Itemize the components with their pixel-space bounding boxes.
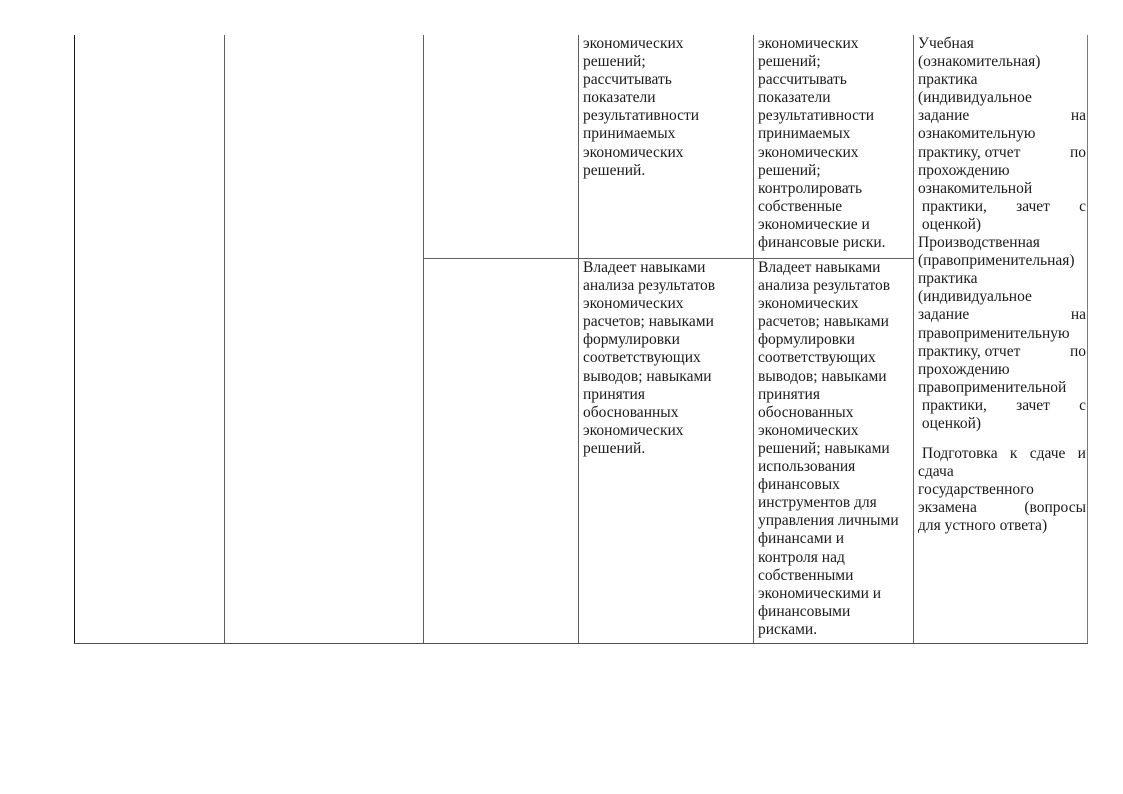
text-line: формулировки (758, 331, 855, 349)
text-segment: зачет (1016, 396, 1050, 414)
text-line: (индивидуальное (918, 288, 1032, 306)
text-line: правоприменительной (918, 378, 1067, 396)
text-segment: практику, отчет (918, 342, 1021, 360)
text-segment: Подготовка (918, 445, 998, 463)
text-line: государственного (918, 481, 1034, 499)
text-line: решений; (583, 53, 646, 71)
text-segment: по (1069, 342, 1086, 360)
text-line (918, 306, 1086, 324)
text-line: экономических (583, 35, 684, 52)
text-line: расчетов; навыками (583, 313, 714, 331)
cell-umeet-indicator-col4 (583, 35, 750, 180)
text-line: анализа результатов (583, 277, 716, 295)
text-line: управления личными (758, 512, 899, 530)
text-line (918, 397, 1086, 415)
text-segment: зачет (1016, 197, 1050, 215)
text-line: экономических (583, 143, 684, 161)
text-line: Производственная (918, 234, 1040, 252)
text-line: анализа результатов (758, 277, 891, 295)
text-line: ознакомительную (918, 125, 1036, 143)
cell-vladeet-indicator-col4 (583, 259, 750, 458)
text-line: контролировать (758, 179, 863, 197)
text-line: выводов; навыками (758, 367, 887, 385)
text-line: собственными (758, 566, 854, 584)
text-line: контроля над (758, 548, 845, 566)
text-line (918, 198, 1086, 216)
text-line: обоснованных (583, 403, 679, 421)
text-segment: к (1009, 445, 1018, 463)
text-line: финансами и (758, 530, 845, 548)
text-line: Владеет навыками (758, 259, 881, 276)
text-segment: по (1069, 143, 1086, 161)
text-line: расчетов; навыками (758, 313, 889, 331)
text-line: собственные (758, 197, 843, 215)
text-line: прохождению (918, 161, 1010, 179)
text-line: ознакомительной (918, 179, 1033, 197)
text-line: использования (758, 458, 856, 476)
text-line: решений; (758, 53, 821, 71)
text-line: экономических (758, 143, 859, 161)
cell-assessment-tools-col6 (918, 35, 1086, 536)
text-line: принятия (583, 385, 645, 403)
text-line: Владеет навыками (583, 259, 706, 276)
table-border-col4-col5 (753, 35, 754, 643)
text-line: оценкой) (918, 414, 982, 432)
text-segment: практику, отчет (918, 143, 1021, 161)
text-line: выводов; навыками (583, 367, 712, 385)
text-line: практика (918, 270, 978, 288)
empty-cell-col3-row1 (424, 35, 577, 257)
text-line: инструментов для (758, 494, 877, 512)
text-line: экономические и (758, 215, 870, 233)
text-line: экономических (758, 35, 859, 52)
text-line: экономических (758, 295, 859, 313)
text-line: рисками. (758, 620, 818, 638)
text-line: прохождению (918, 360, 1010, 378)
text-segment: практики, (918, 396, 987, 414)
text-segment: задание (918, 107, 970, 125)
text-segment: и (1077, 445, 1086, 463)
table-border-col3-col4 (578, 35, 579, 643)
text-segment: на (1070, 306, 1086, 324)
text-line: формулировки (583, 331, 680, 349)
text-line (918, 499, 1086, 517)
text-line: показатели (583, 89, 656, 107)
table-border-bottom (74, 643, 1088, 644)
text-line: (правоприменительная) (918, 252, 1075, 270)
text-line: принимаемых (583, 125, 676, 143)
text-line: результативности (583, 107, 700, 125)
text-line: решений. (583, 439, 646, 457)
text-line: практика (918, 71, 978, 89)
text-segment: практики, (918, 197, 987, 215)
text-line: Учебная (918, 35, 974, 52)
text-segment: сдаче (1029, 445, 1066, 463)
text-line: (индивидуальное (918, 89, 1032, 107)
text-line: решений; навыками (758, 439, 890, 457)
text-line: для устного ответа) (918, 517, 1048, 535)
text-line: оценкой) (918, 215, 982, 233)
text-line (918, 343, 1086, 361)
text-line (918, 433, 1086, 445)
text-line: обоснованных (758, 403, 854, 421)
empty-cell-col1 (75, 35, 223, 643)
text-line: (ознакомительная) (918, 53, 1041, 71)
cell-vladeet-indicator-col5 (758, 259, 911, 639)
table-border-col5-col6 (913, 35, 914, 643)
text-line: показатели (758, 89, 831, 107)
text-line: финансовыми (758, 602, 851, 620)
text-line: соответствующих (583, 349, 701, 367)
text-line: рассчитывать (583, 71, 672, 89)
text-line (918, 144, 1086, 162)
text-line: экономическими и (758, 584, 882, 602)
text-line: экономических (758, 421, 859, 439)
text-line: принятия (758, 385, 820, 403)
empty-cell-col2 (225, 35, 422, 643)
text-line: решений. (583, 161, 646, 179)
text-line: экономических (583, 295, 684, 313)
text-segment: на (1070, 107, 1086, 125)
text-line: рассчитывать (758, 71, 847, 89)
text-line: финансовые риски. (758, 234, 886, 252)
text-line: финансовых (758, 476, 840, 494)
empty-cell-col3-row2 (424, 259, 577, 643)
text-line: соответствующих (758, 349, 876, 367)
text-segment: с (1079, 396, 1086, 414)
competency-table-fragment (74, 35, 1088, 644)
text-segment: (вопросы (1024, 499, 1086, 517)
cell-umeet-indicator-col5 (758, 35, 911, 252)
table-border-right (1087, 35, 1088, 643)
text-line (918, 107, 1086, 125)
text-line: результативности (758, 107, 875, 125)
text-segment: экзамена (918, 499, 977, 517)
text-segment: задание (918, 306, 970, 324)
text-line: решений; (758, 161, 821, 179)
text-line: сдача (918, 463, 954, 481)
text-segment: с (1079, 197, 1086, 215)
text-line: экономических (583, 421, 684, 439)
text-line: принимаемых (758, 125, 851, 143)
text-line (918, 445, 1086, 463)
text-line: правоприменительную (918, 324, 1070, 342)
